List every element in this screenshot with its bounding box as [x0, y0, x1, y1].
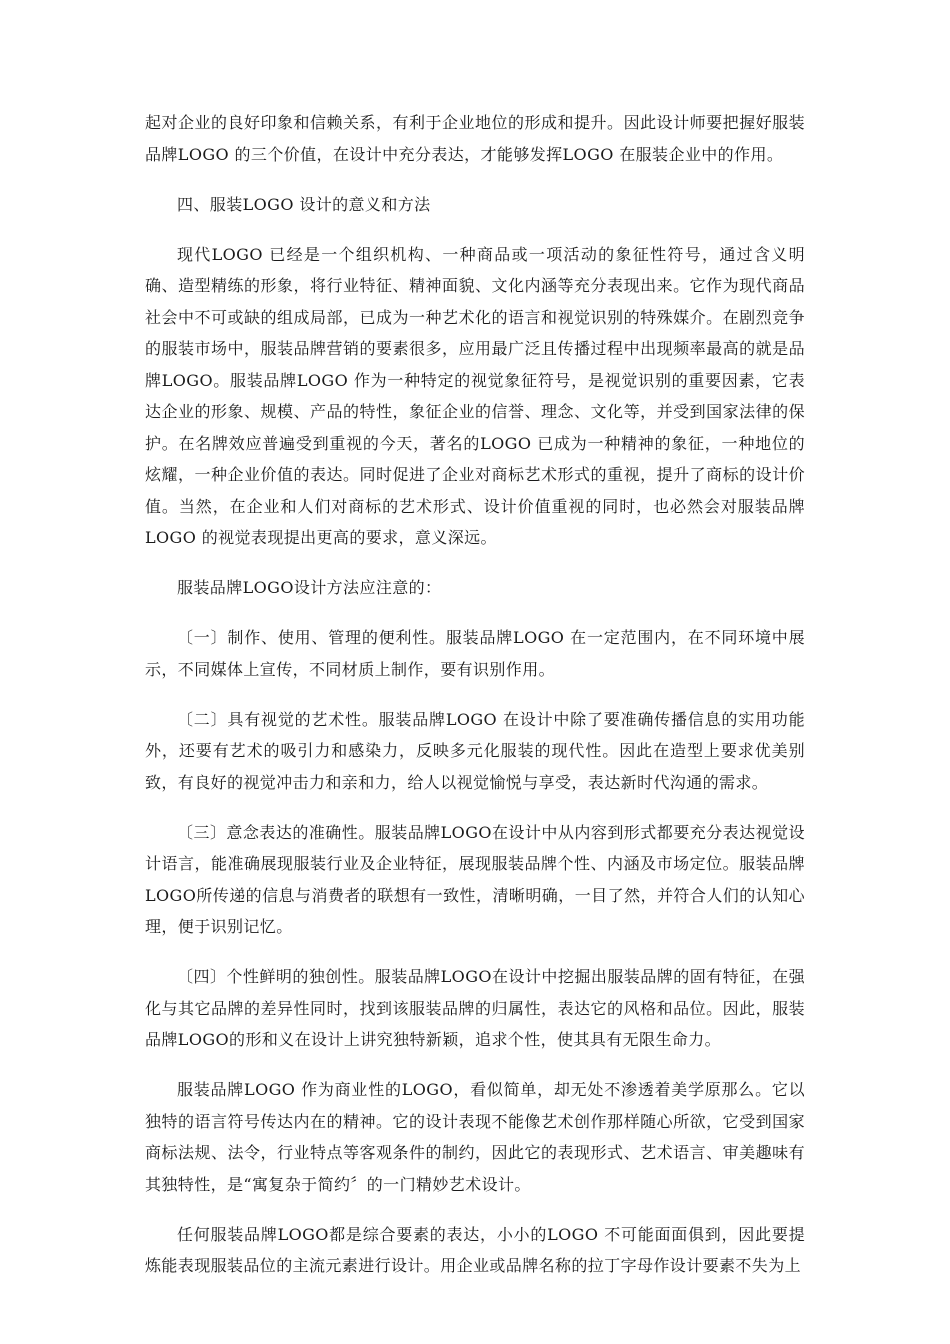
paragraph-point-2: 〔二〕具有视觉的艺术性。服装品牌LOGO 在设计中除了要准确传播信息的实用功能外，还要有艺术的吸引力和感染力，反映多元化服装的现代性。因此在造型上要求优美别致，有良好的视觉冲击力和亲和力，给人以视觉愉悦与享受，表达新时代沟通的需求。 — [145, 709, 805, 792]
paragraph-point-4: 〔四〕个性鲜明的独创性。服装品牌LOGO在设计中挖掘出服装品牌的固有特征，在强化与其它品牌的差异性同时，找到该服装品牌的归属性，表达它的风格和品位。因此，服装品牌LOGO的形和义在设计上讲究独特新颖，追求个性，使其具有无限生命力。 — [145, 967, 805, 1049]
paragraph-commercial: 服装品牌LOGO 作为商业性的LOGO，看似简单，却无处不渗透着美学原那么。它以独特的语言符号传达内在的精神。它的设计表现不能像艺术创作那样随心所欲，它受到国家商标法规、法令，行业特点等客观条件的制约，因此它的表现形式、艺术语言、审美趣味有其独特性，是“寓复杂于简约〞的一门精妙艺术设计。 — [145, 1080, 805, 1194]
paragraph-continuation: 起对企业的良好印象和信赖关系，有利于企业地位的形成和提升。因此设计师要把握好服装品牌LOGO 的三个价值，在设计中充分表达，才能够发挥LOGO 在服装企业中的作用。 — [145, 113, 805, 164]
paragraph-methods-lead: 服装品牌LOGO设计方法应注意的： — [177, 578, 442, 597]
document-page — [145, 107, 805, 1300]
paragraph-point-3: 〔三〕意念表达的准确性。服装品牌LOGO在设计中从内容到形式都要充分表达视觉设计语言，能准确展现服装行业及企业特征，展现服装品牌个性、内涵及市场定位。服装品牌LOGO所传递的信息与消费者的联想有一致性，清晰明确，一目了然，并符合人们的认知心理，便于识别记忆。 — [145, 822, 805, 936]
paragraph-point-1: 〔一〕制作、使用、管理的便利性。服装品牌LOGO 在一定范围内，在不同环境中展示，不同媒体上宣传，不同材质上制作，要有识别作用。 — [145, 628, 805, 679]
paragraph-elements: 任何服装品牌LOGO都是综合要素的表达，小小的LOGO 不可能面面俱到，因此要提炼能表现服装品位的主流元素进行设计。用企业或品牌名称的拉丁字母作设计要素不失为上 — [145, 1224, 805, 1275]
paragraph-intro: 现代LOGO 已经是一个组织机构、一种商品或一项活动的象征性符号，通过含义明确、造型精练的形象，将行业特征、精神面貌、文化内涵等充分表现出来。它作为现代商品社会中不可或缺的组成局部，已成为一种艺术化的语言和视觉识别的特殊媒介。在剧烈竞争的服装市场中，服装品牌营销的要素很多，应用最广泛且传播过程中出现频率最高的就是品牌LOGO。服装品牌LOGO 作为一种特定的视觉象征符号，是视觉识别的重要因素，它表达企业的形象、规模、产品的特性，象征企业的信誉、理念、文化等，并受到国家法律的保护。在名牌效应普遍受到重视的今天，著名的LOGO 已成为一种精神的象征，一种地位的炫耀，一种企业价值的表达。同时促进了企业对商标艺术形式的重视，提升了商标的设计价值。当然，在企业和人们对商标的艺术形式、设计价值重视的同时，也必然会对服装品牌LOGO 的视觉表现提出更高的要求，意义深远。 — [145, 244, 805, 547]
section-heading: 四、服装LOGO 设计的意义和方法 — [177, 194, 431, 214]
